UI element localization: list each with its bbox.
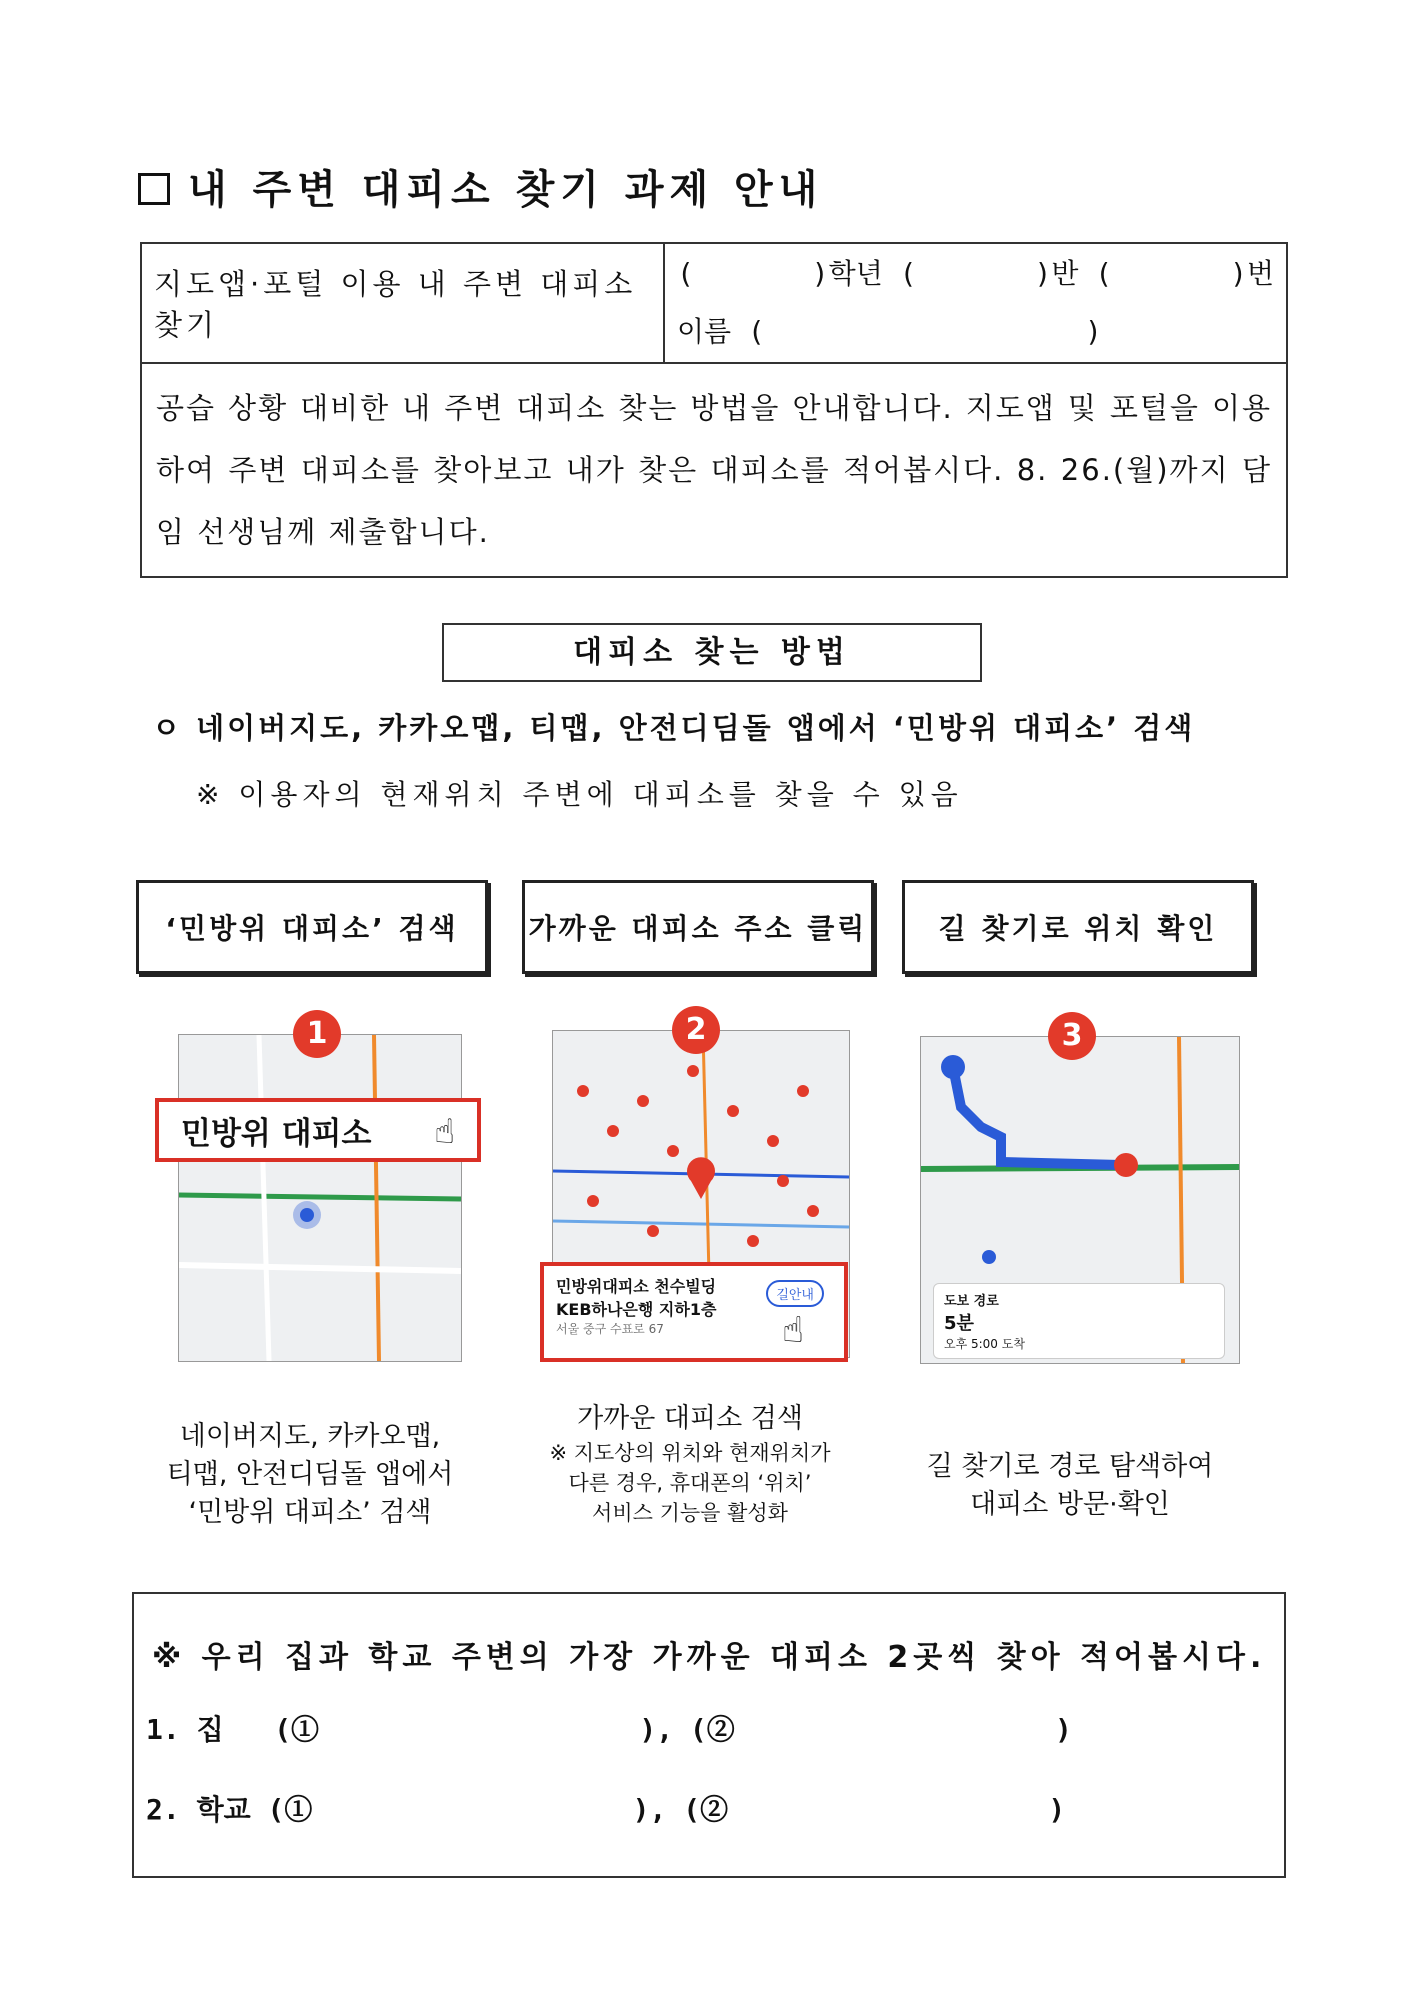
route-summary-card — [933, 1283, 1225, 1359]
hand-pointer-icon: ☝ — [782, 1310, 804, 1351]
note-text: ※ 이용자의 현재위치 주변에 대피소를 찾을 수 있음 — [196, 778, 963, 811]
student-cell — [664, 243, 1287, 363]
student-class-line: ( )학년 ( )반 ( )번 — [676, 257, 1274, 290]
step-2-label: 가까운 대피소 주소 클릭 — [522, 880, 874, 974]
step-2-caption-block — [510, 1400, 870, 1528]
step-3-number-badge: 3 — [1048, 1012, 1096, 1060]
step-1-number-badge: 1 — [293, 1010, 341, 1058]
bullet-instruction: ㅇ 네이버지도, 카카오맵, 티맵, 안전디딤돌 앱에서 ‘민방위 대피소’ 검색 — [152, 711, 1196, 745]
page-title: 내 주변 대피소 찾기 과제 안내 — [138, 158, 823, 215]
hand-pointer-icon: ☝ — [434, 1112, 455, 1152]
search-box-highlight — [155, 1098, 481, 1162]
step-2-caption-note: ※ 지도상의 위치와 현재위치가 다른 경우, 휴대폰의 ‘위치’ 서비스 기능을 활성화 — [549, 1441, 831, 1525]
step-1-caption: 네이버지도, 카카오맵, 티맵, 안전디딤돌 앱에서 ‘민방위 대피소’ 검색 — [166, 1421, 454, 1528]
step-1-screenshot — [178, 1034, 462, 1362]
student-name-line: 이름 ( ) — [676, 315, 1102, 348]
step-1-label: ‘민방위 대피소’ 검색 — [136, 880, 488, 974]
assignment-row-home: 1. 집 (① ), (② ) — [146, 1713, 1072, 1746]
step-3-screenshot — [920, 1036, 1240, 1364]
map-1-graphic — [179, 1035, 461, 1361]
assignment-row-school: 2. 학교 (① ), (② ) — [146, 1793, 1066, 1826]
task-description: 공습 상황 대비한 내 주변 대피소 찾는 방법을 안내합니다. 지도앱 및 포털을 이용하여 주변 대피소를 찾아보고 내가 찾은 대피소를 적어봅시다. 8. 26.(월)까지 담임 선생님께 제출합니다. — [141, 363, 1287, 577]
result-card-highlight — [540, 1262, 848, 1362]
search-text: 민방위 대피소 — [181, 1115, 372, 1152]
route-time: 5분 — [944, 1313, 974, 1334]
result-address: 서울 중구 수표로 67 — [556, 1322, 664, 1336]
route-button[interactable]: 길안내 — [766, 1280, 824, 1307]
result-title: 민방위대피소 천수빌딩 — [556, 1277, 717, 1296]
assignment-title: ※ 우리 집과 학교 주변의 가장 가까운 대피소 2곳씩 찾아 적어봅시다. — [152, 1640, 1267, 1675]
result-subtitle: KEB하나은행 지하1층 — [556, 1300, 717, 1319]
info-table — [140, 242, 1288, 578]
step-3-label: 길 찾기로 위치 확인 — [902, 880, 1254, 974]
route-type: 도보 경로 — [944, 1294, 999, 1309]
task-cell: 지도앱·포털 이용 내 주변 대피소 찾기 — [141, 243, 664, 363]
step-2-caption: 가까운 대피소 검색 — [577, 1403, 803, 1434]
checkbox-square-icon — [138, 173, 170, 205]
step-2-number-badge: 2 — [672, 1006, 720, 1054]
section-title: 대피소 찾는 방법 — [442, 623, 982, 682]
route-arrival: 오후 5:00 도착 — [944, 1337, 1025, 1351]
step-3-caption: 길 찾기로 경로 탐색하여 대피소 방문·확인 — [926, 1451, 1214, 1520]
